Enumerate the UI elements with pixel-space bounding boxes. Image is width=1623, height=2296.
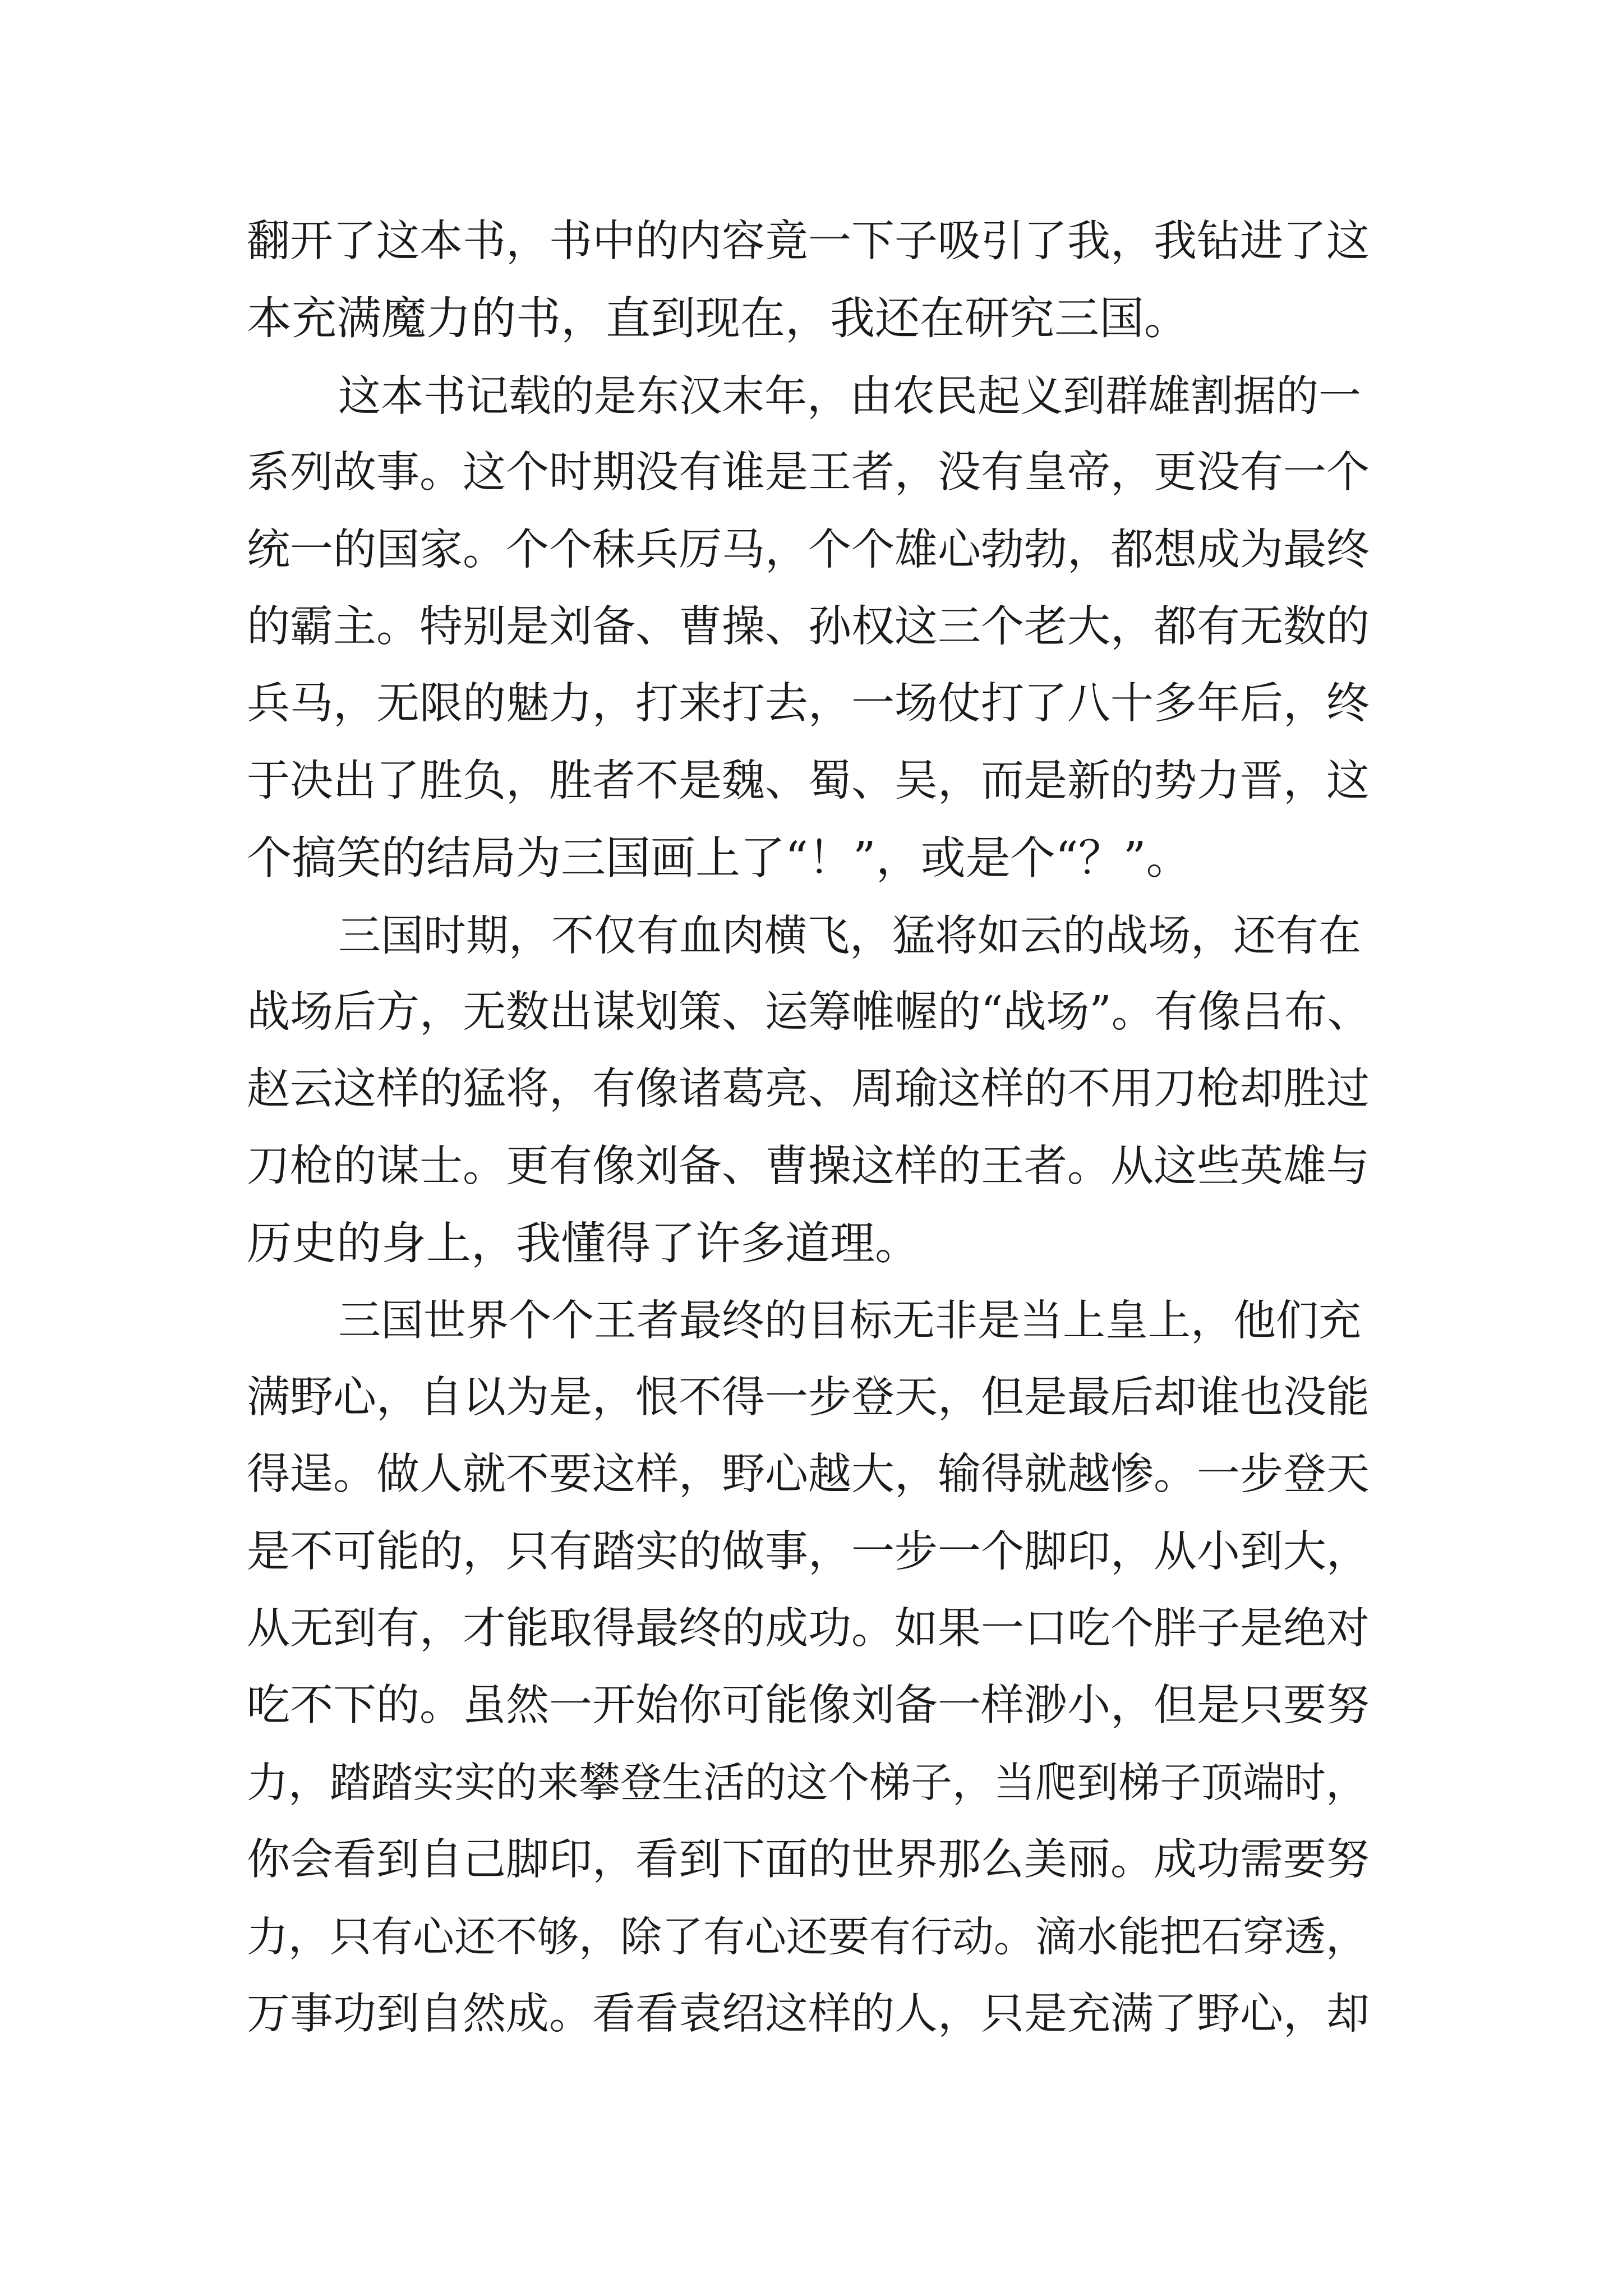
text-line: 吃不下的。虽然一开始你可能像刘备一样渺小，但是只要努 — [247, 1681, 1370, 1731]
body-text — [247, 203, 1374, 2053]
text-line: 刀枪的谋士。更有像刘备、曹操这样的王者。从这些英雄与 — [247, 1141, 1370, 1191]
text-line: 的霸主。特别是刘备、曹操、孙权这三个老大，都有无数的 — [247, 601, 1370, 652]
text-line: 万事功到自然成。看看袁绍这样的人，只是充满了野心，却 — [247, 1989, 1370, 2039]
text-line: 这本书记载的是东汉末年，由农民起义到群雄割据的一 — [338, 370, 1361, 421]
text-line: 满野心，自以为是，恨不得一步登天，但是最后却谁也没能 — [247, 1372, 1370, 1423]
text-line: 系列故事。这个时期没有谁是王者，没有皇帝，更没有一个 — [247, 448, 1370, 498]
text-line: 统一的国家。个个秣兵厉马，个个雄心勃勃，都想成为最终 — [247, 524, 1370, 575]
text-line: 个搞笑的结局为三国画上了“！”，或是个“？”。 — [247, 832, 1191, 885]
text-line: 本充满魔力的书，直到现在，我还在研究三国。 — [247, 292, 1189, 345]
text-line: 你会看到自己脚印，看到下面的世界那么美丽。成功需要努 — [247, 1835, 1370, 1885]
text-line: 历史的身上，我懂得了许多道理。 — [247, 1217, 920, 1270]
text-line: 是不可能的，只有踏实的做事，一步一个脚印，从小到大， — [247, 1526, 1370, 1577]
text-line: 力，踏踏实实的来攀登生活的这个梯子，当爬到梯子顶端时， — [247, 1758, 1367, 1807]
text-line: 兵马，无限的魅力，打来打去，一场仗打了八十多年后，终 — [247, 679, 1370, 729]
text-line: 从无到有，才能取得最终的成功。如果一口吃个胖子是绝对 — [247, 1604, 1370, 1654]
text-line: 三国世界个个王者最终的目标无非是当上皇上，他们充 — [338, 1295, 1361, 1346]
text-line: 于决出了胜负，胜者不是魏、蜀、吴，而是新的势力晋，这 — [247, 756, 1370, 806]
text-line: 得逞。做人就不要这样，野心越大，输得就越惨。一步登天 — [247, 1450, 1370, 1500]
text-line: 力，只有心还不够，除了有心还要有行动。滴水能把石穿透， — [247, 1912, 1367, 1961]
text-line: 翻开了这本书，书中的内容竟一下子吸引了我，我钻进了这 — [247, 217, 1370, 266]
text-line: 三国时期，不仅有血肉横飞，猛将如云的战场，还有在 — [338, 910, 1361, 960]
text-line: 赵云这样的猛将，有像诸葛亮、周瑜这样的不用刀枪却胜过 — [247, 1064, 1370, 1115]
text-line: 战场后方，无数出谋划策、运筹帷幄的“战场”。有像吕布、 — [247, 987, 1371, 1037]
